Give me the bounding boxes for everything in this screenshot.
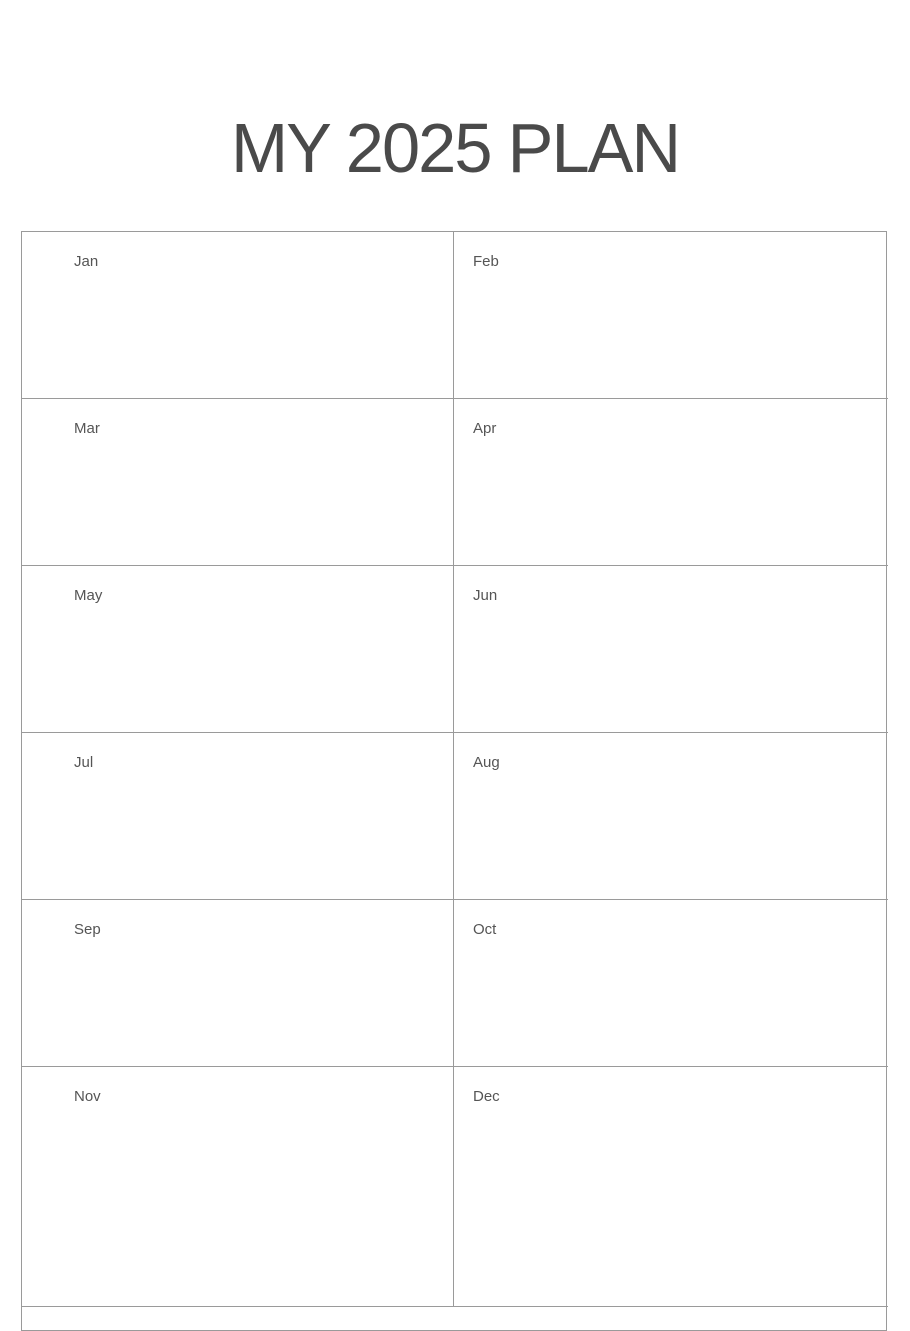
month-cell-jun[interactable]: [454, 566, 888, 733]
month-cell-feb[interactable]: [454, 232, 888, 399]
month-cell-dec[interactable]: [454, 1067, 888, 1307]
page-title: MY 2025 PLAN: [230, 109, 680, 187]
month-label: Mar: [74, 420, 100, 437]
month-label: Aug: [473, 754, 500, 771]
month-label: Jan: [74, 253, 99, 270]
month-cell-mar[interactable]: [22, 399, 454, 566]
month-label: Sep: [74, 921, 101, 938]
month-cell-nov[interactable]: [22, 1067, 454, 1307]
month-label: Dec: [473, 1088, 500, 1105]
month-label: May: [74, 587, 103, 604]
month-grid: [21, 231, 887, 1331]
month-label: Oct: [473, 921, 497, 938]
month-cell-may[interactable]: [22, 566, 454, 733]
month-cell-jan[interactable]: [22, 232, 454, 399]
month-cell-aug[interactable]: [454, 733, 888, 900]
month-label: Nov: [74, 1088, 101, 1105]
month-cell-oct[interactable]: [454, 900, 888, 1067]
month-label: Jun: [473, 587, 498, 604]
month-label: Jul: [74, 754, 94, 771]
month-cell-jul[interactable]: [22, 733, 454, 900]
month-cell-sep[interactable]: [22, 900, 454, 1067]
month-cell-apr[interactable]: [454, 399, 888, 566]
month-label: Apr: [473, 420, 497, 437]
month-label: Feb: [473, 253, 499, 270]
